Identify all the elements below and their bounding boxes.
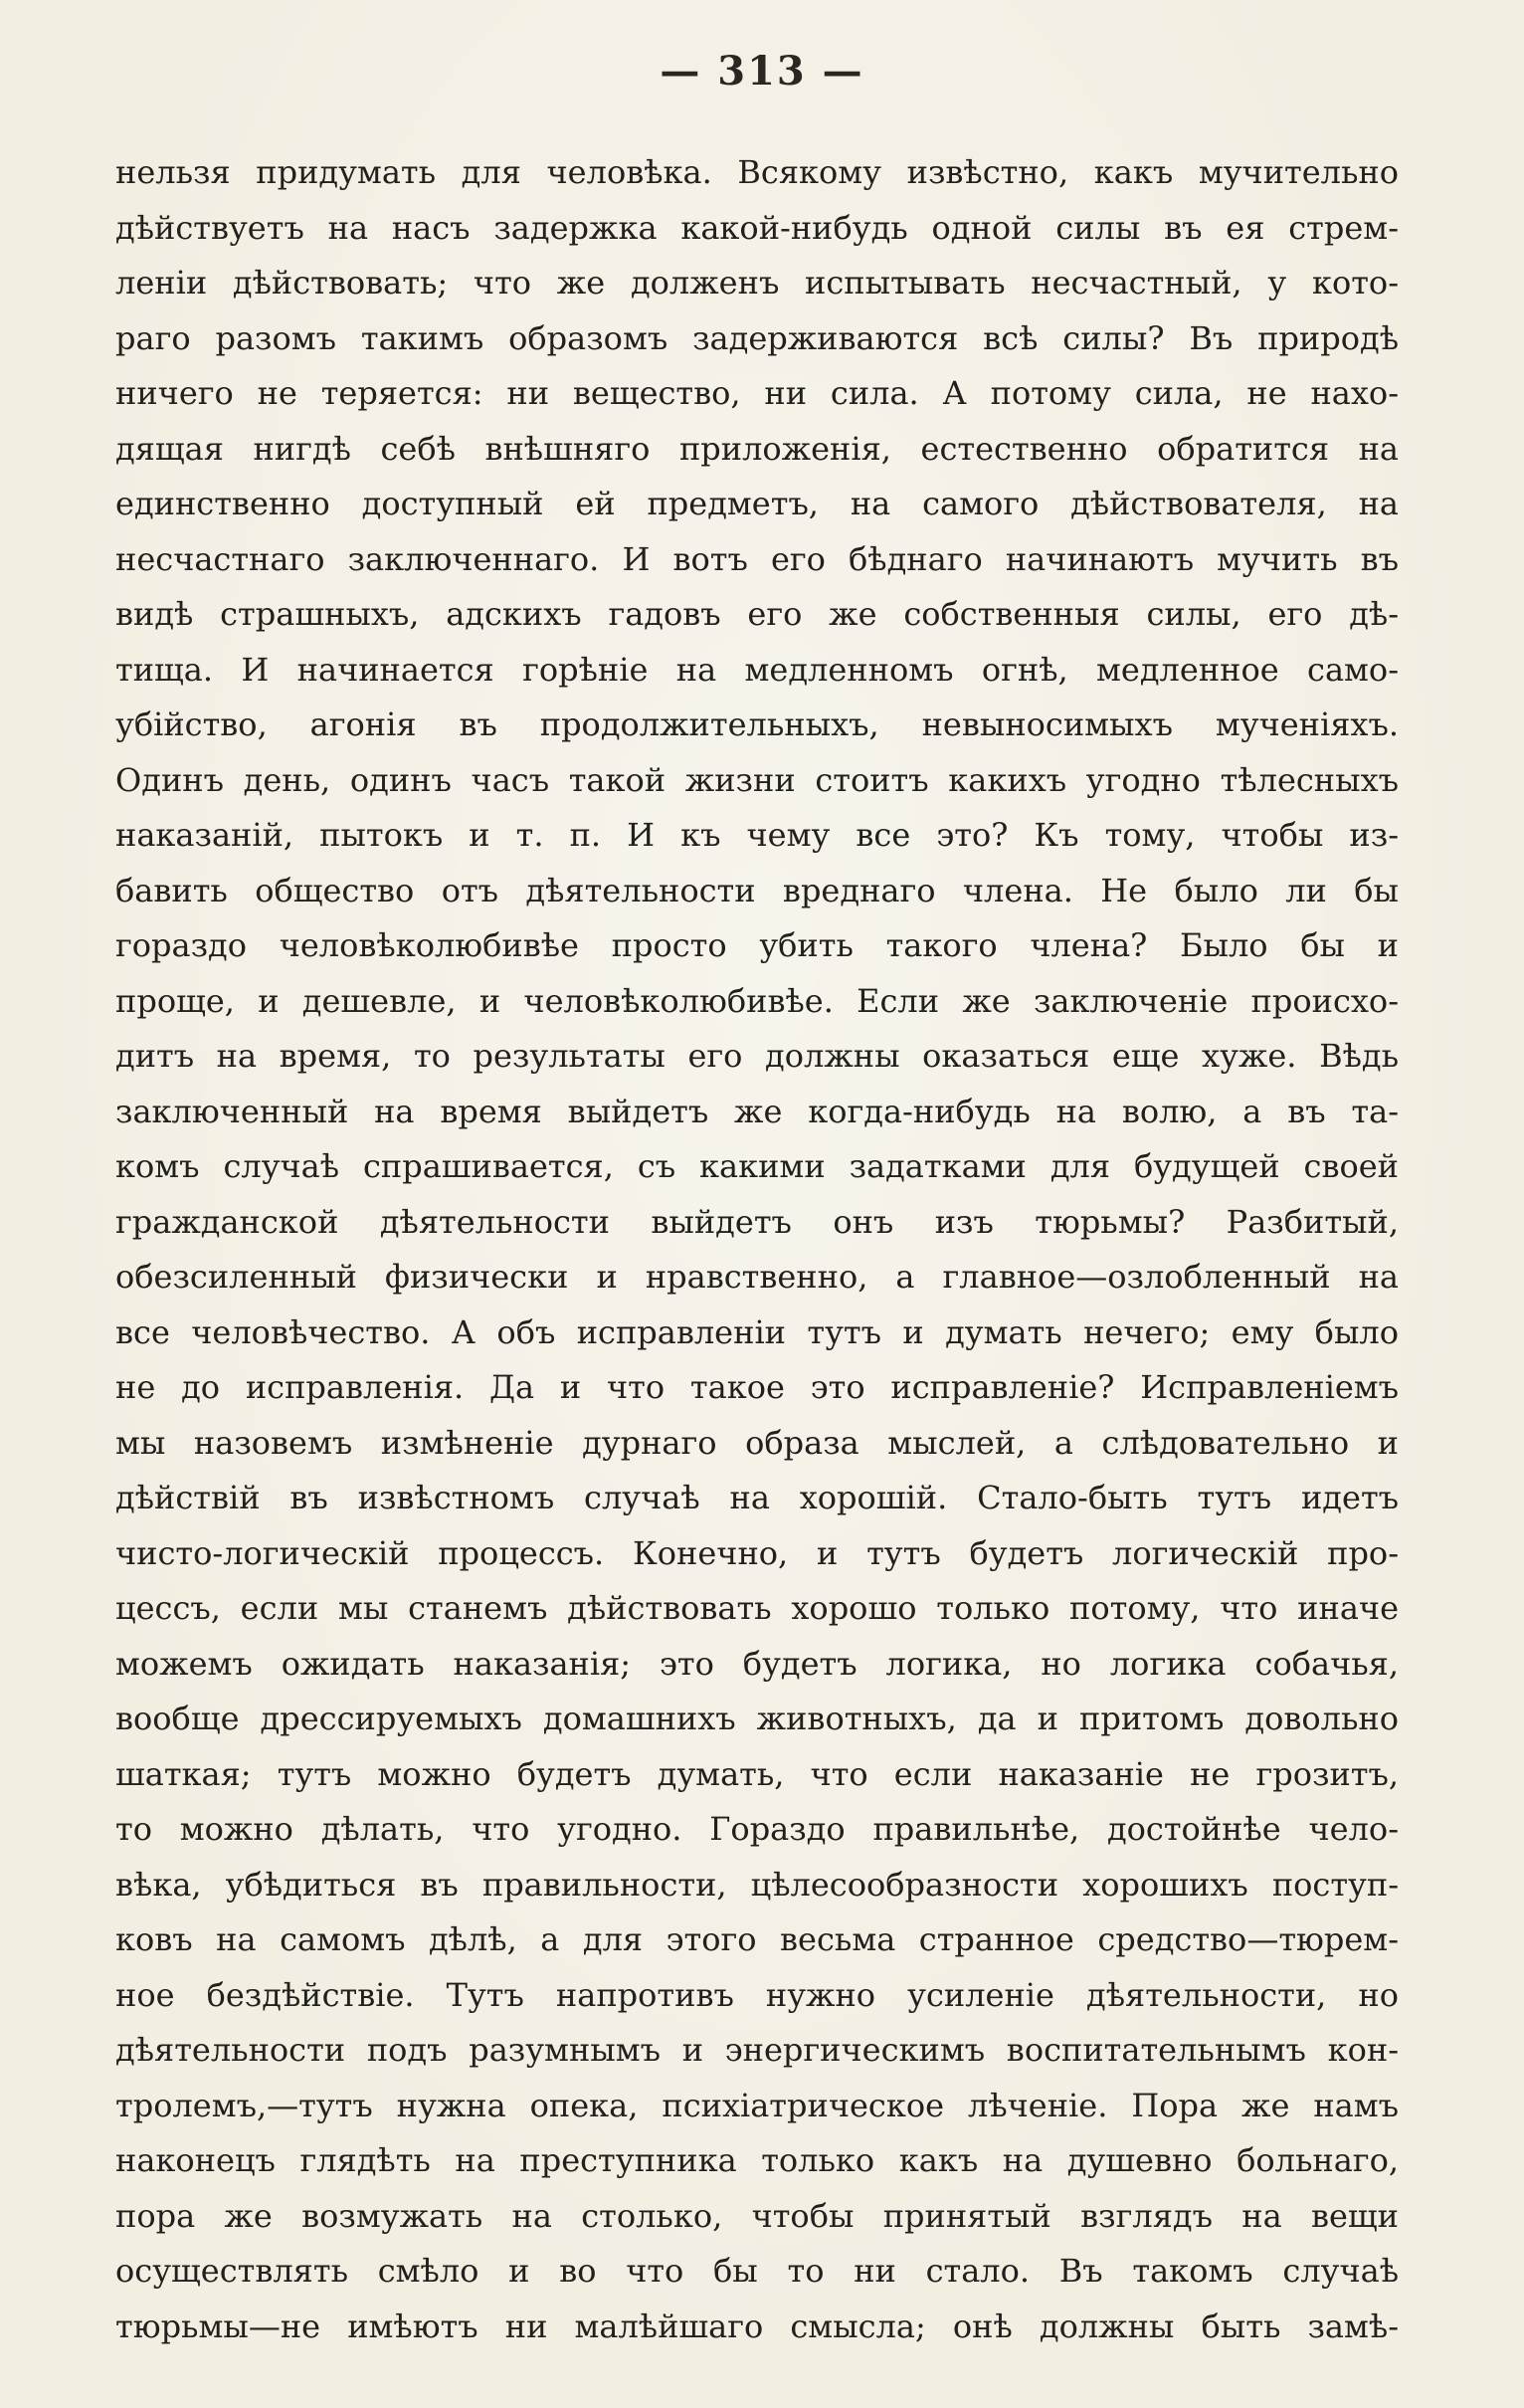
text-line: дѣятельности подъ разумнымъ и энергическимъ воспитательнымъ кон- bbox=[115, 2031, 1399, 2069]
text-line: раго разомъ такимъ образомъ задерживаются всѣ силы? Въ природѣ bbox=[115, 318, 1399, 357]
text-line: можемъ ожидать наказанія; это будетъ логика, но логика собачья, bbox=[115, 1644, 1399, 1683]
text-line: то можно дѣлать, что угодно. Гораздо правильнѣе, достойнѣе чело- bbox=[115, 1810, 1399, 1848]
text-line: комъ случаѣ спрашивается, съ какими задатками для будущей своей bbox=[115, 1147, 1399, 1185]
text-line: ное бездѣйствіе. Тутъ напротивъ нужно усиленіе дѣятельности, но bbox=[115, 1975, 1399, 2014]
text-line: ковъ на самомъ дѣлѣ, а для этого весьма странное средство—тюрем- bbox=[115, 1920, 1399, 1958]
text-line: несчастнаго заключеннаго. И вотъ его бѣднаго начинаютъ мучить въ bbox=[115, 539, 1399, 578]
text-line: дѣйствуетъ на насъ задержка какой-нибудь одной силы въ ея стрем- bbox=[115, 208, 1399, 247]
text-line: ничего не теряется: ни вещество, ни сила. А потому сила, не нахо- bbox=[115, 374, 1399, 412]
text-line: цессъ, если мы станемъ дѣйствовать хорошо только потому, что иначе bbox=[115, 1589, 1399, 1627]
text-line: дящая нигдѣ себѣ внѣшняго приложенія, естественно обратится на bbox=[115, 429, 1399, 468]
text-line: вѣка, убѣдиться въ правильности, цѣлесообразности хорошихъ поступ- bbox=[115, 1865, 1399, 1904]
text-line: шаткая; тутъ можно будетъ думать, что если наказаніе не грозитъ, bbox=[115, 1754, 1399, 1793]
text-line: тища. И начинается горѣніе на медленномъ огнѣ, медленное само- bbox=[115, 650, 1399, 689]
text-line: нельзя придумать для человѣка. Всякому извѣстно, какъ мучительно bbox=[115, 153, 1399, 191]
text-line: все человѣчество. А объ исправленіи тутъ и думать нечего; ему было bbox=[115, 1312, 1399, 1351]
text-line: бавить общество отъ дѣятельности вреднаго члена. Не было ли бы bbox=[115, 871, 1399, 909]
text-line: осуществлять смѣло и во что бы то ни стало. Въ такомъ случаѣ bbox=[115, 2252, 1399, 2290]
text-line: гражданской дѣятельности выйдетъ онъ изъ тюрьмы? Разбитый, bbox=[115, 1202, 1399, 1241]
text-line: наказаній, пытокъ и т. п. И къ чему все это? Къ тому, чтобы из- bbox=[115, 816, 1399, 854]
text-line: вообще дрессируемыхъ домашнихъ животныхъ, да и притомъ довольно bbox=[115, 1700, 1399, 1737]
text-line: убійство, агонія въ продолжительныхъ, невыносимыхъ мученіяхъ. bbox=[115, 705, 1399, 743]
text-line: видѣ страшныхъ, адскихъ гадовъ его же собственныя силы, его дѣ- bbox=[115, 595, 1399, 633]
text-line: не до исправленія. Да и что такое это исправленіе? Исправленіемъ bbox=[115, 1368, 1399, 1406]
text-line: Одинъ день, одинъ часъ такой жизни стоитъ какихъ угодно тѣлесныхъ bbox=[115, 760, 1399, 799]
text-line: наконецъ глядѣть на преступника только какъ на душевно больнаго, bbox=[115, 2141, 1399, 2179]
text-line: дѣйствій въ извѣстномъ случаѣ на хорошій. Стало-быть тутъ идетъ bbox=[115, 1479, 1399, 1516]
text-line: гораздо человѣколюбивѣе просто убить такого члена? Было бы и bbox=[115, 926, 1399, 964]
text-line: заключенный на время выйдетъ же когда-нибудь на волю, а въ та- bbox=[115, 1092, 1399, 1130]
text-line: дитъ на время, то результаты его должны оказаться еще хуже. Вѣдь bbox=[115, 1037, 1399, 1075]
page-number: — 313 — bbox=[660, 48, 864, 95]
text-line: чисто-логическій процессъ. Конечно, и тутъ будетъ логическій про- bbox=[115, 1533, 1399, 1572]
text-line: мы назовемъ измѣненіе дурнаго образа мыслей, а слѣдовательно и bbox=[115, 1423, 1399, 1462]
text-line: проще, и дешевле, и человѣколюбивѣе. Если же заключеніе происхо- bbox=[115, 981, 1399, 1020]
text-line: тюрьмы—не имѣютъ ни малѣйшаго смысла; онѣ должны быть замѣ- bbox=[115, 2307, 1399, 2345]
text-line: единственно доступный ей предметъ, на самого дѣйствователя, на bbox=[115, 485, 1399, 522]
text-line: тролемъ,—тутъ нужна опека, психіатрическое лѣченіе. Пора же намъ bbox=[115, 2086, 1399, 2124]
text-line: пора же возмужать на столько, чтобы принятый взглядъ на вещи bbox=[115, 2196, 1399, 2235]
body-text bbox=[115, 145, 1399, 2354]
text-line: обезсиленный физически и нравственно, а главное—озлобленный на bbox=[115, 1258, 1399, 1296]
text-line: леніи дѣйствовать; что же долженъ испытывать несчастный, у кото- bbox=[115, 264, 1399, 301]
